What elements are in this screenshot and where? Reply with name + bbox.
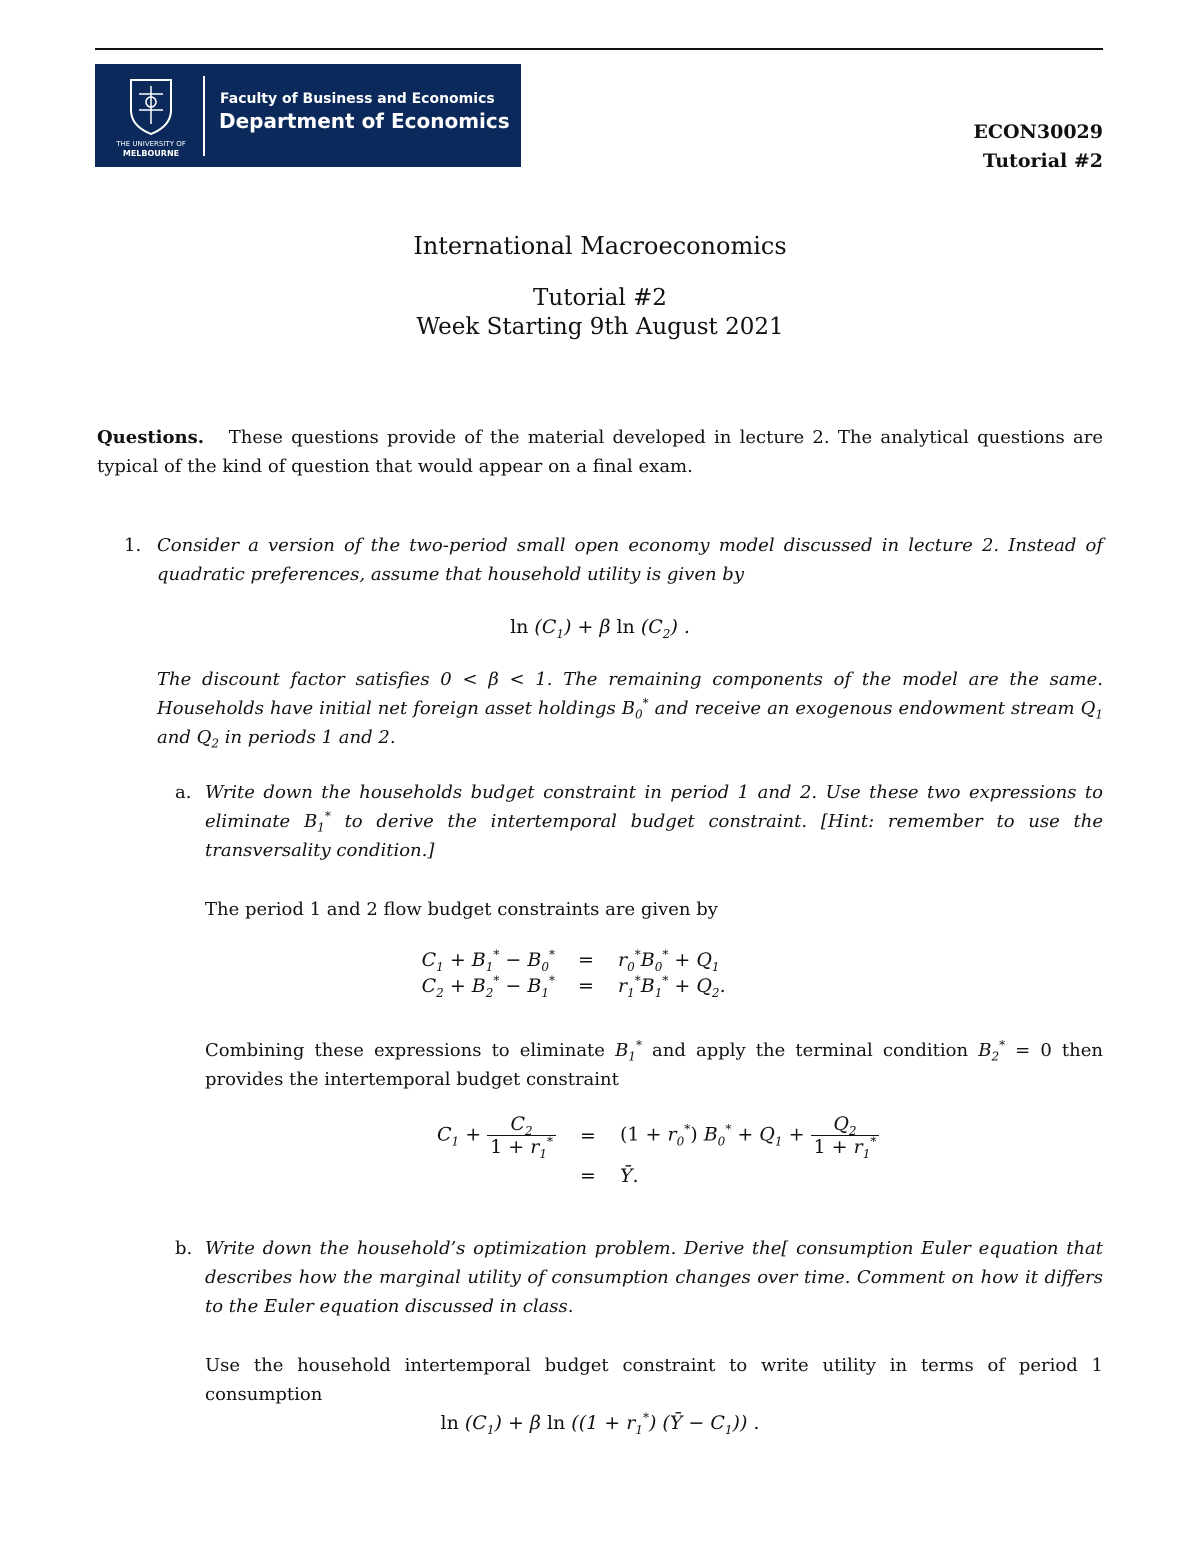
- logo-divider: [203, 76, 205, 156]
- part-b-question: [175, 1234, 1103, 1321]
- question-1-details: The discount factor satisfies 0 < β < 1. The remaining components of the model are the same. Households have initial net foreign asset holdings $B_0^*$ and receive an exogenous endowment stream $Q_1$ and $Q_2$ in periods 1 and 2.: [157, 669, 1103, 751]
- question-1-details-b: and receive an exogenous endowment stream: [654, 698, 1075, 719]
- question-1-details-c: in periods 1 and 2.: [224, 727, 396, 748]
- part-b-label: b.: [175, 1238, 193, 1259]
- university-crest-icon: [109, 74, 193, 158]
- top-rule: [95, 48, 1103, 50]
- question-1: [124, 531, 1103, 589]
- logo-faculty-text: Faculty of Business and Economics: [220, 91, 495, 107]
- course-info: [973, 118, 1103, 176]
- part-a-label: a.: [175, 782, 192, 803]
- tutorial-label: Tutorial #2: [982, 150, 1103, 172]
- utility-in-period-1-consumption: $\ln (C_1) + \beta$ $\ln ((1 + r_1^*)$ (Ȳ − $C_1$)) .: [440, 1410, 760, 1437]
- utility-equation: $\ln (C_1) + \beta$ $\ln (C_2)$ .: [510, 616, 690, 641]
- logo-department-text: Department of Economics: [219, 109, 510, 133]
- question-1-number: 1.: [124, 535, 142, 556]
- flow-budget-constraints: $C_1 + B_1^* - B_0^*$ = $r_0^*B_0^* + Q_1$ $C_2 + B_2^* - B_1^*$ = $r_1^*B_1^* + Q_2$.: [421, 947, 726, 1000]
- question-1-text: Consider a version of the two-period small open economy model discussed in lecture 2. Instead of quadratic preferences, assume that household utility is given by: [157, 535, 1103, 585]
- document-title: International Macroeconomics: [413, 232, 787, 260]
- question-1-details-a: The discount factor satisfies 0 < β < 1. The remaining components of the model are the same. Households have initial net foreign asset holdings: [157, 669, 1103, 719]
- intro-heading: Questions.: [97, 427, 204, 448]
- part-a-answer-2: Combining these expressions to eliminate $B_1^*$ and apply the terminal condition $B_2^* = 0$ then provides the intertemporal budget constraint: [205, 1038, 1103, 1090]
- part-a-answer-2-c: then provides the intertemporal budget constraint: [205, 1040, 1103, 1090]
- part-b-text: Write down the household’s optimization problem. Derive the[ consumption Euler equation that describes how the marginal utility of consumption changes over time. Comment on how it differs to the Euler equation discussed in class.: [205, 1238, 1103, 1317]
- document-subtitle: [0, 284, 1200, 342]
- part-a-answer-1: The period 1 and 2 flow budget constraints are given by: [205, 899, 718, 920]
- university-logo: [95, 64, 521, 167]
- intro-text: These questions provide of the material developed in lecture 2. The analytical questions are typical of the kind of question that would appear on a final exam.: [97, 427, 1103, 477]
- subtitle-week: Week Starting 9th August 2021: [416, 314, 784, 340]
- intro-paragraph: [97, 423, 1103, 481]
- part-b-answer: Use the household intertemporal budget constraint to write utility in terms of period 1 consumption: [205, 1355, 1103, 1405]
- course-code: ECON30029: [973, 121, 1103, 143]
- part-a-text-1: Write down the households budget constraint in period 1 and 2. Use these two expressions to eliminate: [205, 782, 1103, 832]
- intertemporal-budget-constraint: $C_1$ + $\frac{C_2}{1 + r_1^*}$ = $(1 + r_0^*)$ $B_0^* + Q_1$ + $\frac{Q_2}{1 + r_1^*}$ = Ȳ.: [0, 1112, 1200, 1188]
- part-a-answer-2-a: Combining these expressions to eliminate: [205, 1040, 605, 1061]
- svg-text:MELBOURNE: MELBOURNE: [122, 149, 180, 158]
- part-a-question: a. Write down the households budget constraint in period 1 and 2. Use these two expressions to eliminate $B_1^*$ to derive the intertemporal budget constraint. [Hint: remember to use the transversality condition.]: [205, 778, 1103, 865]
- subtitle-tutorial: Tutorial #2: [533, 285, 667, 311]
- part-a-answer-2-b: and apply the terminal condition: [652, 1040, 969, 1061]
- svg-text:THE UNIVERSITY OF: THE UNIVERSITY OF: [116, 140, 186, 148]
- part-a-text-2: to derive the intertemporal budget constraint. [Hint: remember to use the transversality condition.]: [205, 811, 1103, 861]
